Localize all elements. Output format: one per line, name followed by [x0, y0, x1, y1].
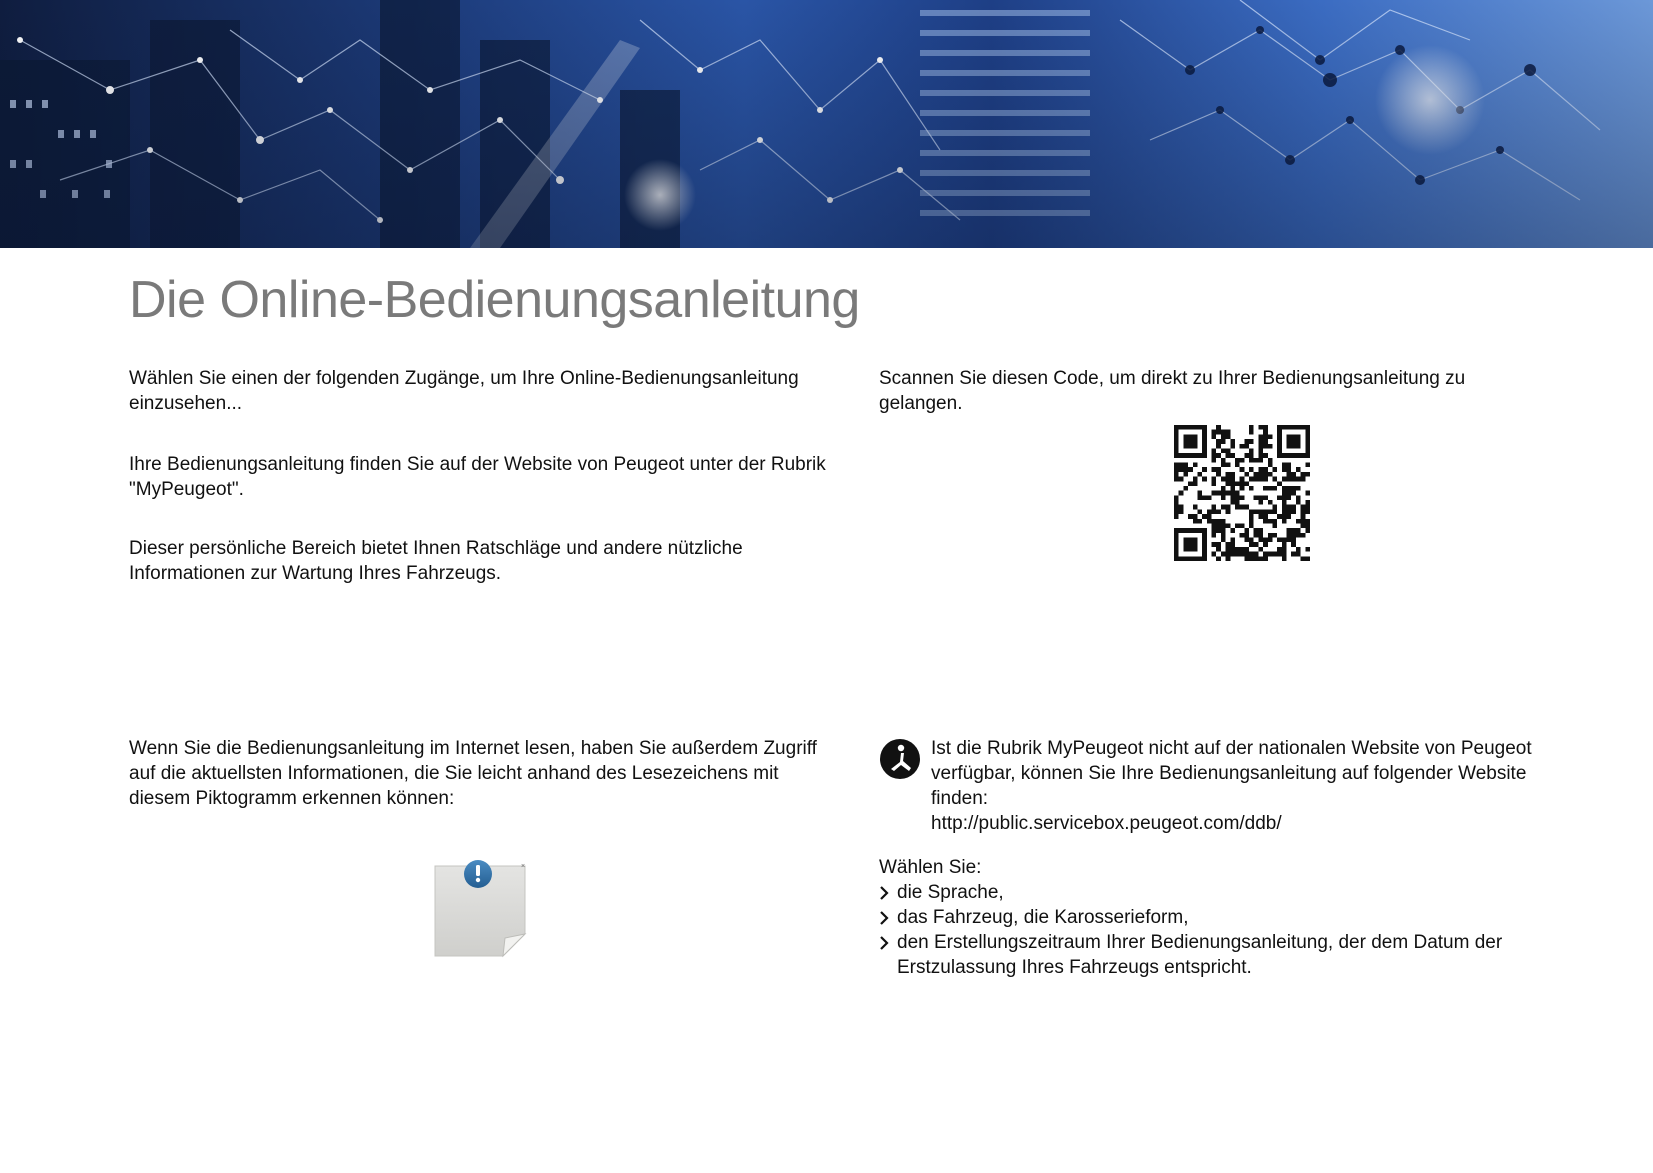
qr-code-icon[interactable]: [1174, 425, 1310, 561]
list-item: [879, 930, 1559, 980]
svg-text:×: ×: [521, 863, 526, 870]
options-list: [879, 880, 1559, 980]
list-item: [879, 880, 1559, 905]
option-label: die Sprache,: [897, 882, 1004, 903]
servicebox-url[interactable]: http://public.servicebox.peugeot.com/ddb/: [931, 813, 1282, 834]
header-banner: [0, 0, 1653, 248]
list-item: [879, 905, 1559, 930]
info-paragraph: Ist die Rubrik MyPeugeot nicht auf der nationalen Website von Peugeot verfügbar, können Sie Ihre Bedienungsanleitung auf folgender Website finden:: [931, 738, 1532, 809]
network-city-image: [0, 0, 1653, 248]
choose-label: Wählen Sie:: [879, 857, 982, 878]
chevron-right-icon: [879, 911, 889, 925]
personal-area-paragraph: Dieser persönliche Bereich bietet Ihnen Ratschläge und andere nützliche Informationen zur Wartung Ihres Fahrzeugs.: [129, 538, 743, 584]
page-title: Die Online-Bedienungsanleitung: [129, 271, 860, 329]
website-paragraph: Ihre Bedienungsanleitung finden Sie auf der Website von Peugeot unter der Rubrik "MyPeugeot".: [129, 454, 826, 500]
internet-paragraph: Wenn Sie die Bedienungsanleitung im Internet lesen, haben Sie außerdem Zugriff auf die aktuellsten Informationen, die Sie leicht anhand des Lesezeichens mit diesem Piktogramm erkennen können:: [129, 738, 817, 809]
chevron-right-icon: [879, 886, 889, 900]
scan-paragraph: Scannen Sie diesen Code, um direkt zu Ihrer Bedienungsanleitung zu gelangen.: [879, 368, 1466, 414]
option-label: den Erstellungszeitraum Ihrer Bedienungsanleitung, der dem Datum der Erstzulassung Ihres Fahrzeugs entspricht.: [897, 932, 1503, 978]
info-icon: [879, 738, 921, 780]
bookmark-note-icon: [433, 858, 529, 958]
chevron-right-icon: [879, 936, 889, 950]
option-label: das Fahrzeug, die Karosserieform,: [897, 907, 1189, 928]
intro-paragraph: Wählen Sie einen der folgenden Zugänge, um Ihre Online-Bedienungsanleitung einzusehen...: [129, 368, 799, 414]
